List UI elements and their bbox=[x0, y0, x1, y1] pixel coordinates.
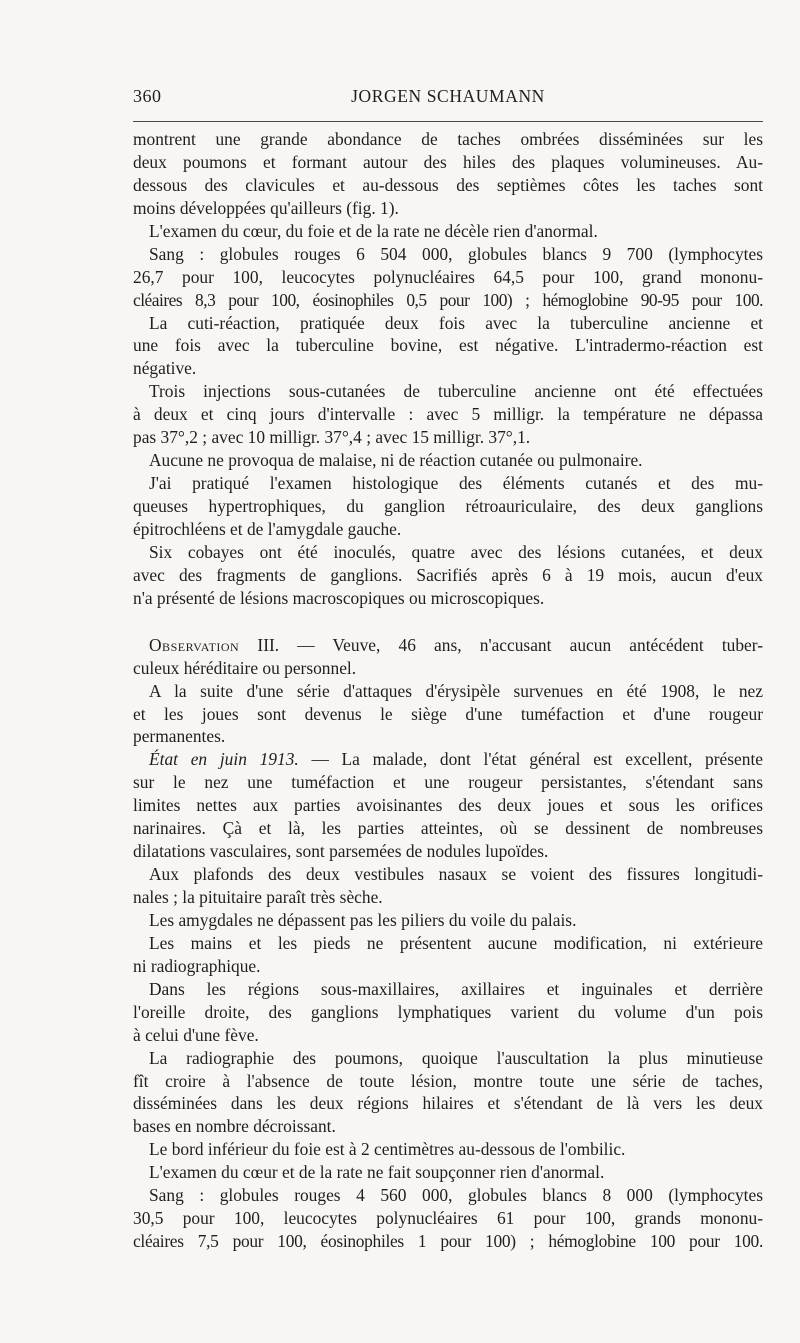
paragraph bbox=[133, 220, 763, 243]
body-text bbox=[133, 128, 763, 1253]
text-line: bases en nombre décroissant. bbox=[133, 1116, 336, 1137]
text-line: Aucune ne provoqua de malaise, ni de réaction cutanée ou pulmonaire. bbox=[149, 450, 643, 471]
text-line: Les mains et les pieds ne présentent aucune modification, ni extérieure bbox=[149, 932, 763, 953]
text-line: Trois injections sous-cutanées de tuberculine ancienne ont été effectuées bbox=[149, 381, 763, 402]
text-line: dilatations vasculaires, sont parsemées de nodules lupoïdes. bbox=[133, 841, 549, 862]
paragraph bbox=[133, 472, 763, 541]
text-line: sur le nez une tuméfaction et une rougeur persistantes, s'étendant sans bbox=[133, 772, 763, 793]
page-header bbox=[133, 82, 763, 116]
text-line: n'a présenté de lésions macroscopiques ou microscopiques. bbox=[133, 587, 545, 608]
text-line: Le bord inférieur du foie est à 2 centimètres au-dessous de l'ombilic. bbox=[149, 1139, 626, 1160]
text-line: Six cobayes ont été inoculés, quatre avec des lésions cutanées, et deux bbox=[149, 541, 763, 562]
text-line: disséminées dans les deux régions hilaires et s'étendant de là vers les deux bbox=[133, 1093, 763, 1114]
text-line: La radiographie des poumons, quoique l'auscultation la plus minutieuse bbox=[149, 1047, 763, 1068]
text-line: avec des fragments de ganglions. Sacrifiés après 6 à 19 mois, aucun d'eux bbox=[133, 564, 763, 585]
paragraph bbox=[133, 1138, 763, 1161]
observation-paragraph bbox=[133, 634, 763, 680]
paragraph bbox=[133, 128, 763, 220]
header-rule bbox=[133, 121, 763, 122]
observation-first-line: III. — Veuve, 46 ans, n'accusant aucun antécédent tuber- bbox=[257, 634, 763, 655]
text-line: négative. bbox=[133, 358, 197, 379]
text-line bbox=[133, 634, 763, 657]
text-line: à celui d'une fève. bbox=[133, 1024, 259, 1045]
paragraph bbox=[133, 243, 763, 312]
paragraph bbox=[133, 1047, 763, 1139]
text-line: L'examen du cœur, du foie et de la rate ne décèle rien d'anormal. bbox=[149, 220, 598, 241]
text-line: moins développées qu'ailleurs (fig. 1). bbox=[133, 197, 399, 218]
text-line: pas 37°,2 ; avec 10 milligr. 37°,4 ; avec 15 milligr. 37°,1. bbox=[133, 427, 531, 448]
text-line: Aux plafonds des deux vestibules nasaux se voient des fissures longitudi- bbox=[149, 864, 763, 885]
text-line: dessous des clavicules et au-dessous des septièmes côtes les taches sont bbox=[133, 174, 763, 195]
text-line: Dans les régions sous-maxillaires, axillaires et inguinales et derrière bbox=[149, 978, 763, 999]
paragraph bbox=[133, 380, 763, 449]
text-line: ni radiographique. bbox=[133, 955, 261, 976]
paragraph bbox=[133, 1184, 763, 1253]
text-line: Sang : globules rouges 4 560 000, globules blancs 8 000 (lymphocytes bbox=[149, 1185, 763, 1206]
text-line: limites nettes aux parties avoisinantes des deux joues et sous les orifices bbox=[133, 795, 763, 816]
paragraph bbox=[133, 449, 763, 472]
paragraph bbox=[133, 541, 763, 610]
running-head: JORGEN SCHAUMANN bbox=[351, 86, 545, 106]
text-line: deux poumons et formant autour des hiles des plaques volumineuses. Au- bbox=[133, 151, 763, 172]
text-line: à deux et cinq jours d'intervalle : avec 5 milligr. la température ne dépassa bbox=[133, 404, 763, 425]
section-gap bbox=[133, 610, 763, 634]
text-line: cléaires 8,3 pour 100, éosinophiles 0,5 pour 100) ; hémoglobine 90-95 pour 100. bbox=[133, 289, 763, 310]
text-line: fît croire à l'absence de toute lésion, montre toute une série de taches, bbox=[133, 1070, 763, 1091]
page-number: 360 bbox=[133, 86, 162, 106]
section-lead: État en juin 1913. bbox=[149, 749, 299, 770]
paragraph bbox=[133, 909, 763, 932]
text-line: nales ; la pituitaire paraît très sèche. bbox=[133, 887, 383, 907]
text-line: 30,5 pour 100, leucocytes polynucléaires 61 pour 100, grands mononu- bbox=[133, 1208, 763, 1229]
paragraph bbox=[133, 932, 763, 978]
observation-heading: Observation bbox=[149, 634, 240, 655]
paragraph bbox=[133, 978, 763, 1047]
text-line: une fois avec la tuberculine bovine, est négative. L'intradermo-réaction est bbox=[133, 335, 763, 356]
text-line bbox=[133, 748, 763, 771]
text-line: permanentes. bbox=[133, 726, 226, 747]
text-line: culeux héréditaire ou personnel. bbox=[133, 657, 357, 678]
text-line: A la suite d'une série d'attaques d'érysipèle survenues en été 1908, le nez bbox=[149, 680, 763, 701]
text-line: et les joues sont devenus le siège d'une tuméfaction et d'une rougeur bbox=[133, 703, 763, 724]
text-line: Les amygdales ne dépassent pas les piliers du voile du palais. bbox=[149, 909, 577, 930]
section-lead-rest: — La malade, dont l'état général est excellent, présente bbox=[298, 749, 763, 770]
text-line: La cuti-réaction, pratiquée deux fois avec la tuberculine ancienne et bbox=[149, 312, 763, 333]
text-line: épitrochléens et de l'amygdale gauche. bbox=[133, 518, 402, 539]
paragraph bbox=[133, 1161, 763, 1184]
text-line: 26,7 pour 100, leucocytes polynucléaires 64,5 pour 100, grand mononu- bbox=[133, 266, 763, 287]
paragraph bbox=[133, 312, 763, 381]
text-line: L'examen du cœur et de la rate ne fait soupçonner rien d'anormal. bbox=[149, 1162, 605, 1183]
text-line: narinaires. Çà et là, les parties atteintes, où se dessinent de nombreuses bbox=[133, 818, 763, 839]
text-line: cléaires 7,5 pour 100, éosinophiles 1 pour 100) ; hémoglobine 100 pour 100. bbox=[133, 1231, 763, 1252]
text-line: montrent une grande abondance de taches ombrées disséminées sur les bbox=[133, 129, 763, 149]
paragraph bbox=[133, 680, 763, 749]
text-line: Sang : globules rouges 6 504 000, globules blancs 9 700 (lymphocytes bbox=[149, 243, 763, 264]
text-line: J'ai pratiqué l'examen histologique des éléments cutanés et des mu- bbox=[149, 473, 763, 494]
text-line: queuses hypertrophiques, du ganglion rétroauriculaire, des deux ganglions bbox=[133, 496, 763, 516]
paragraph bbox=[133, 748, 763, 863]
text-line: l'oreille droite, des ganglions lymphatiques varient du volume d'un pois bbox=[133, 1001, 763, 1022]
paragraph bbox=[133, 863, 763, 909]
